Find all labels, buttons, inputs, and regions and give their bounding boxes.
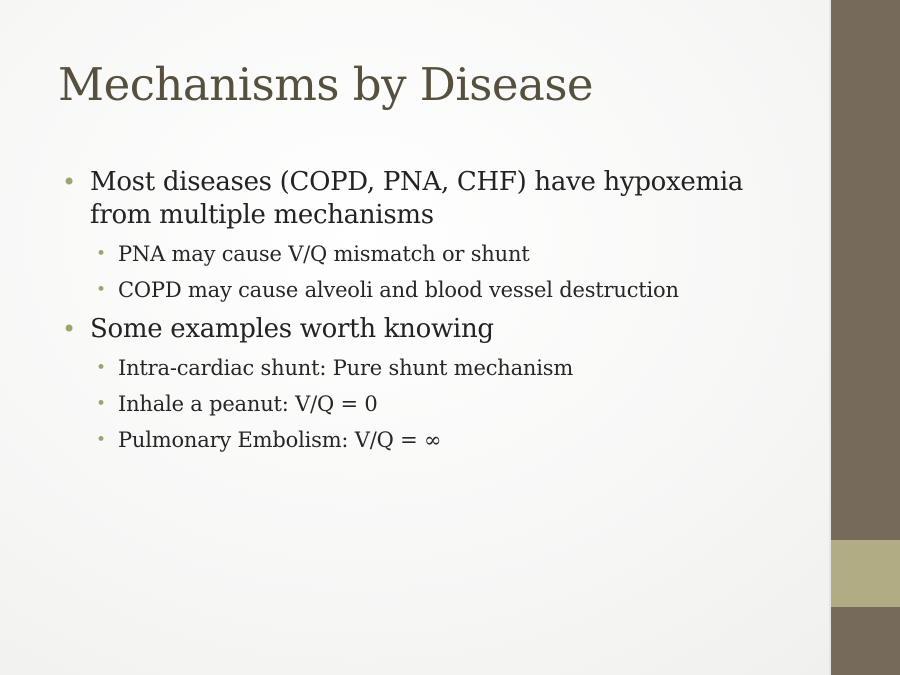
sub-bullet-point bbox=[90, 277, 802, 304]
sub-bullet-point bbox=[90, 355, 802, 382]
sub-bullet-point bbox=[90, 241, 802, 268]
bullet-point bbox=[62, 166, 802, 232]
sub-bullet-text: Inhale a peanut: V/Q = 0 bbox=[118, 392, 378, 416]
bullet-point bbox=[62, 313, 802, 346]
bullet-text: Most diseases (COPD, PNA, CHF) have hypoxemia from multiple mechanisms bbox=[90, 167, 744, 230]
bullet-icon: • bbox=[96, 244, 106, 264]
bullet-text: Some examples worth knowing bbox=[90, 314, 494, 344]
sub-bullet-point bbox=[90, 391, 802, 418]
sub-bullet-text: COPD may cause alveoli and blood vessel destruction bbox=[118, 278, 679, 302]
bullet-icon: • bbox=[96, 394, 106, 414]
bullet-icon: • bbox=[96, 358, 106, 378]
sub-bullet-text: Pulmonary Embolism: V/Q = ∞ bbox=[118, 428, 442, 452]
side-accent-block bbox=[831, 540, 900, 607]
slide-title: Mechanisms by Disease bbox=[58, 58, 594, 111]
bullet-icon: • bbox=[96, 430, 106, 450]
bullet-icon: • bbox=[62, 168, 76, 196]
sub-bullet-point bbox=[90, 427, 802, 454]
sub-bullet-text: PNA may cause V/Q mismatch or shunt bbox=[118, 242, 530, 266]
bullet-icon: • bbox=[62, 315, 76, 343]
bullet-icon: • bbox=[96, 280, 106, 300]
slide-body bbox=[62, 166, 802, 454]
sub-bullet-text: Intra-cardiac shunt: Pure shunt mechanism bbox=[118, 356, 574, 380]
